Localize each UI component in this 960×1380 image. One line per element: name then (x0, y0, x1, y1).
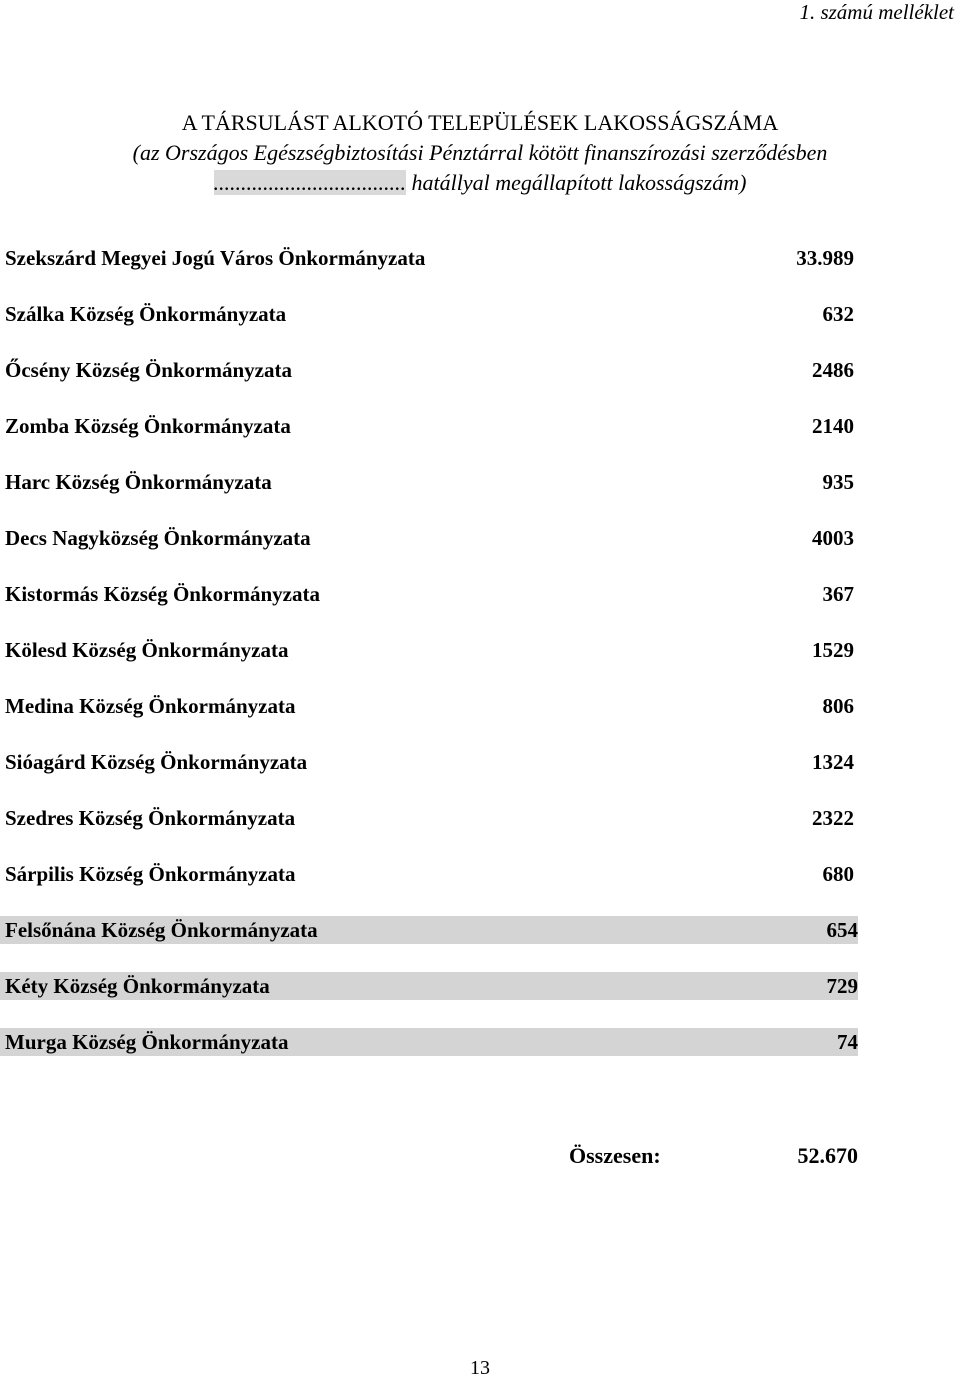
municipality-name: Szedres Község Önkormányzata (5, 806, 296, 830)
population-value: 2140 (812, 414, 854, 438)
title-line-3 (0, 168, 960, 198)
population-value: 1529 (812, 638, 854, 662)
municipality-name: Murga Község Önkormányzata (5, 1030, 289, 1054)
municipality-name: Medina Község Önkormányzata (5, 694, 296, 718)
municipality-name: Kistormás Község Önkormányzata (5, 582, 320, 606)
list-item (0, 636, 960, 664)
list-item (0, 524, 960, 552)
list-item (0, 468, 960, 496)
municipality-name: Sárpilis Község Önkormányzata (5, 862, 296, 886)
title-line-3-rest: hatállyal megállapított lakosságszám) (406, 170, 747, 195)
population-value: 729 (826, 974, 858, 998)
population-list (0, 244, 960, 1084)
list-item (0, 804, 960, 832)
population-value: 654 (826, 918, 858, 942)
population-value: 74 (837, 1030, 858, 1054)
population-value: 806 (822, 694, 854, 718)
population-value: 2322 (812, 806, 854, 830)
title-line-2: (az Országos Egészségbiztosítási Pénztárral kötött finanszírozási szerződésben (132, 140, 828, 165)
list-item-highlighted (0, 916, 960, 944)
municipality-name: Kéty Község Önkormányzata (5, 974, 270, 998)
title-line-3-dots: ................................... (213, 170, 407, 195)
municipality-name: Szekszárd Megyei Jogú Város Önkormányzata (5, 246, 426, 270)
municipality-name: Zomba Község Önkormányzata (5, 414, 291, 438)
list-item (0, 748, 960, 776)
list-item (0, 580, 960, 608)
municipality-name: Őcsény Község Önkormányzata (5, 358, 292, 382)
list-item (0, 300, 960, 328)
total-label: Összesen: (569, 1143, 661, 1168)
municipality-name: Felsőnána Község Önkormányzata (5, 918, 318, 942)
list-item-highlighted (0, 1028, 960, 1056)
list-item-highlighted (0, 972, 960, 1000)
population-value: 1324 (812, 750, 854, 774)
list-item (0, 860, 960, 888)
population-value: 2486 (812, 358, 854, 382)
annex-label: 1. számú melléklet (799, 0, 954, 24)
population-value: 33.989 (796, 246, 854, 270)
total-value: 52.670 (797, 1143, 858, 1168)
total-row (0, 1142, 960, 1170)
population-value: 367 (822, 582, 854, 606)
list-item (0, 412, 960, 440)
population-value: 4003 (812, 526, 854, 550)
population-value: 632 (822, 302, 854, 326)
population-value: 680 (822, 862, 854, 886)
document-title (0, 108, 960, 198)
population-value: 935 (822, 470, 854, 494)
municipality-name: Decs Nagyközség Önkormányzata (5, 526, 311, 550)
municipality-name: Sióagárd Község Önkormányzata (5, 750, 308, 774)
municipality-name: Szálka Község Önkormányzata (5, 302, 287, 326)
municipality-name: Harc Község Önkormányzata (5, 470, 272, 494)
list-item (0, 356, 960, 384)
title-line-1: A TÁRSULÁST ALKOTÓ TELEPÜLÉSEK LAKOSSÁGSZÁMA (181, 110, 779, 135)
list-item (0, 692, 960, 720)
municipality-name: Kölesd Község Önkormányzata (5, 638, 289, 662)
list-item (0, 244, 960, 272)
page-number: 13 (470, 1357, 490, 1379)
